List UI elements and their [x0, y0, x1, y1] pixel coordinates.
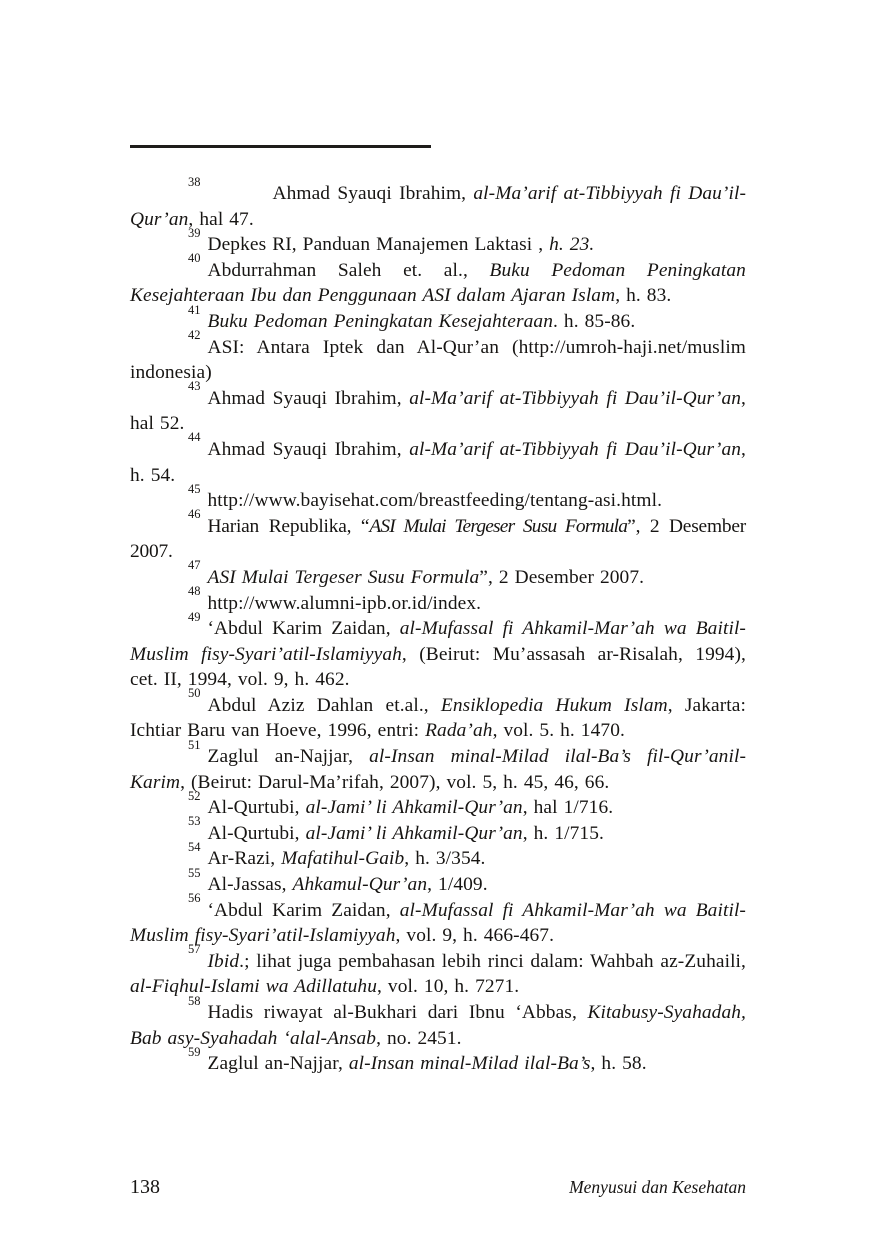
- footnote-text-segment: , (Beirut: Mu’assasah ar-Risalah, 1994), cet. II, 1994, vol. 9, h. 462.: [130, 643, 746, 691]
- footnote-text-segment: Rada’ah: [425, 720, 493, 742]
- footnote-41: [130, 302, 746, 335]
- footnote-49: [130, 609, 746, 693]
- footnote-40: [130, 251, 746, 309]
- footnote-55: [130, 865, 746, 898]
- footnote-text-segment: , 1/409.: [427, 874, 488, 896]
- footnote-text-segment: al-Fiqhul-Islami wa Adillatuhu: [130, 976, 378, 998]
- footnote-text-segment: .; lihat juga pembahasan lebih rinci dalam: Wahbah az-Zuhaili,: [239, 950, 746, 972]
- footnote-text-segment: Mafatihul-Gaib: [281, 848, 405, 870]
- footnote-text-segment: Zaglul an-Najjar,: [207, 1053, 349, 1075]
- footnote-text-segment: Harian Republika, “: [207, 515, 370, 537]
- footnote-text-segment: , h. 54.: [130, 438, 746, 486]
- footnote-42: [130, 328, 746, 386]
- footnote-text-segment: Abdurrahman Saleh et. al.,: [207, 259, 490, 281]
- footnote-text-segment: ‘Abdul Karim Zaidan,: [207, 899, 400, 921]
- running-title: Menyusui dan Kesehatan: [569, 1177, 746, 1197]
- footnote-text-segment: Buku Pedoman Peningkatan Kesejahteraan Ibu dan Penggunaan ASI dalam Ajaran Islam: [130, 259, 746, 307]
- footnote-text-segment: Zaglul an-Najjar,: [207, 746, 370, 768]
- footnote-44: [130, 430, 746, 488]
- footnote-46: [130, 507, 747, 565]
- footnote-number: 59: [188, 1044, 201, 1059]
- footnote-39: [130, 225, 746, 258]
- footnote-text-segment: al-Jami’ li Ahkamil-Qur’an: [305, 822, 523, 844]
- footnote-50: [130, 686, 746, 744]
- footnote-48: [130, 584, 746, 617]
- footnote-number: 53: [188, 814, 201, 829]
- footnote-separator-line: [130, 145, 431, 148]
- footnote-text-segment: Abdul Aziz Dahlan et.al.,: [207, 694, 441, 716]
- footnote-text-segment: Ahkamul-Qur’an: [292, 874, 428, 896]
- footnote-text-segment: Hadis riwayat al-Bukhari dari Ibnu ‘Abbas,: [207, 1002, 588, 1023]
- footnote-52: [130, 788, 746, 821]
- footnote-number: 40: [188, 251, 201, 266]
- footnote-text-segment: al-Mufassal fi Ahkamil-Mar’ah wa Baitil-Muslim fisy-Syari’atil-Islamiyyah: [130, 899, 746, 947]
- footnote-text-segment: , hal 47.: [188, 208, 254, 230]
- footnote-text-segment: , vol. 5. h. 1470.: [492, 720, 625, 742]
- footnote-number: 44: [188, 430, 201, 445]
- footnotes-list: [130, 174, 747, 1077]
- footnote-number: 56: [188, 891, 201, 906]
- footnote-number: 49: [188, 609, 201, 624]
- footnote-number: 45: [188, 481, 201, 496]
- footnote-text-segment: al-Jami’ li Ahkamil-Qur’an: [305, 797, 523, 819]
- footnote-text-segment: http://www.bayisehat.com/breastfeeding/tentang-asi.html.: [207, 490, 663, 512]
- footnote-number: 39: [188, 225, 201, 240]
- footnote-text-segment: al-Mufassal fi Ahkamil-Mar’ah wa Baitil-Muslim fisy-Syari’atil-Islamiyyah: [130, 618, 746, 665]
- footnote-57: [130, 942, 746, 1000]
- footnote-text-segment: ASI: Antara Iptek dan Al-Qur’an (http://umroh-haji.net/muslim indonesia): [130, 336, 746, 384]
- footnote-number: 42: [188, 328, 201, 343]
- footnote-text-segment: ”, 2 Desember 2007.: [479, 566, 645, 588]
- footnote-text-segment: al-Ma’arif at-Tibbiyyah fi Dau’il-Qur’an: [409, 387, 742, 409]
- footnote-text-segment: , h. 83.: [615, 285, 672, 307]
- footnote-text-segment: , no. 2451.: [376, 1027, 462, 1049]
- footnote-text-segment: Al-Qurtubi,: [207, 797, 306, 819]
- footnote-43: [130, 379, 746, 437]
- footnote-text-segment: ASI Mulai Tergeser Susu Formula: [207, 566, 480, 588]
- footnote-59: [130, 1044, 746, 1077]
- footnote-number: 54: [188, 839, 201, 854]
- footnote-text-segment: Al-Jassas,: [207, 874, 293, 896]
- footnote-number: 47: [188, 558, 201, 573]
- footnote-number: 46: [188, 507, 201, 522]
- footnote-number: 52: [188, 788, 201, 803]
- footnote-text-segment: , Jakarta: Ichtiar Baru van Hoeve, 1996, entri:: [130, 694, 746, 742]
- footnote-text-segment: al-Insan minal-Milad ilal-Ba’s fil-Qur’anil-Karim: [130, 746, 746, 793]
- footnote-number: 58: [188, 993, 201, 1008]
- footnote-text-segment: Kitabusy-Syahadah, Bab asy-Syahadah ‘alal-Ansab: [130, 1002, 746, 1049]
- footnote-text-segment: h. 23.: [549, 234, 595, 256]
- footnote-number: 41: [188, 302, 201, 317]
- footnote-text-segment: ASI Mulai Tergeser Susu Formula: [369, 515, 628, 537]
- footnote-text-segment: , hal 1/716.: [522, 797, 614, 819]
- footnote-number: 50: [188, 686, 201, 701]
- footnote-text-segment: , vol. 9, h. 466-467.: [395, 925, 555, 947]
- footnote-38: [130, 174, 747, 232]
- footnote-text-segment: , h. 3/354.: [404, 848, 486, 870]
- footnote-text-segment: Ahmad Syauqi Ibrahim,: [207, 438, 410, 460]
- footnote-number: 38: [188, 174, 201, 189]
- footnote-51: [130, 737, 746, 795]
- footnote-45: [130, 481, 746, 514]
- footnote-text-segment: http://www.alumni-ipb.or.id/index.: [207, 592, 482, 614]
- footnote-58: [130, 993, 746, 1051]
- footnote-text-segment: Al-Qurtubi,: [207, 822, 306, 844]
- footnote-text-segment: al-Ma’arif at-Tibbiyyah fi Dau’il-Qur’an: [130, 183, 747, 230]
- footnote-text-segment: al-Ma’arif at-Tibbiyyah fi Dau’il-Qur’an: [409, 438, 742, 460]
- footnote-text-segment: Ensiklopedia Hukum Islam: [440, 694, 668, 716]
- footnote-text-segment: Buku Pedoman Peningkatan Kesejahteraan: [207, 310, 554, 332]
- footnote-text-segment: al-Insan minal-Milad ilal-Ba’s: [348, 1053, 591, 1075]
- footnote-54: [130, 839, 746, 872]
- footnote-47: [130, 558, 746, 591]
- page-footer: [130, 1176, 746, 1199]
- footnote-text-segment: , h. 1/715.: [522, 822, 604, 844]
- footnote-53: [130, 814, 746, 847]
- page-number: 138: [130, 1176, 160, 1198]
- footnote-text-segment: . h. 85-86.: [553, 310, 636, 332]
- footnote-text-segment: Depkes RI, Panduan Manajemen Laktasi ,: [207, 234, 550, 256]
- footnote-number: 43: [188, 379, 201, 394]
- footnote-text-segment: , hal 52.: [130, 387, 746, 435]
- footnote-text-segment: ”, 2 Desember 2007.: [130, 515, 747, 563]
- footnote-text-segment: , h. 58.: [590, 1053, 647, 1075]
- footnote-56: [130, 891, 746, 949]
- footnote-text-segment: , vol. 10, h. 7271.: [377, 976, 520, 998]
- footnote-number: 48: [188, 584, 201, 599]
- footnote-text-segment: ‘Abdul Karim Zaidan,: [207, 618, 400, 640]
- footnote-text-segment: , (Beirut: Darul-Ma’rifah, 2007), vol. 5, h. 45, 46, 66.: [180, 771, 610, 793]
- footnote-text-segment: Ahmad Syauqi Ibrahim,: [207, 387, 410, 409]
- footnote-number: 57: [188, 942, 201, 957]
- footnote-text-segment: Ibid: [207, 950, 240, 972]
- footnote-text-segment: Ahmad Syauqi Ibrahim,: [272, 183, 474, 204]
- footnote-number: 55: [188, 865, 201, 880]
- footnote-text-segment: Ar-Razi,: [207, 848, 282, 870]
- footnote-number: 51: [188, 737, 201, 752]
